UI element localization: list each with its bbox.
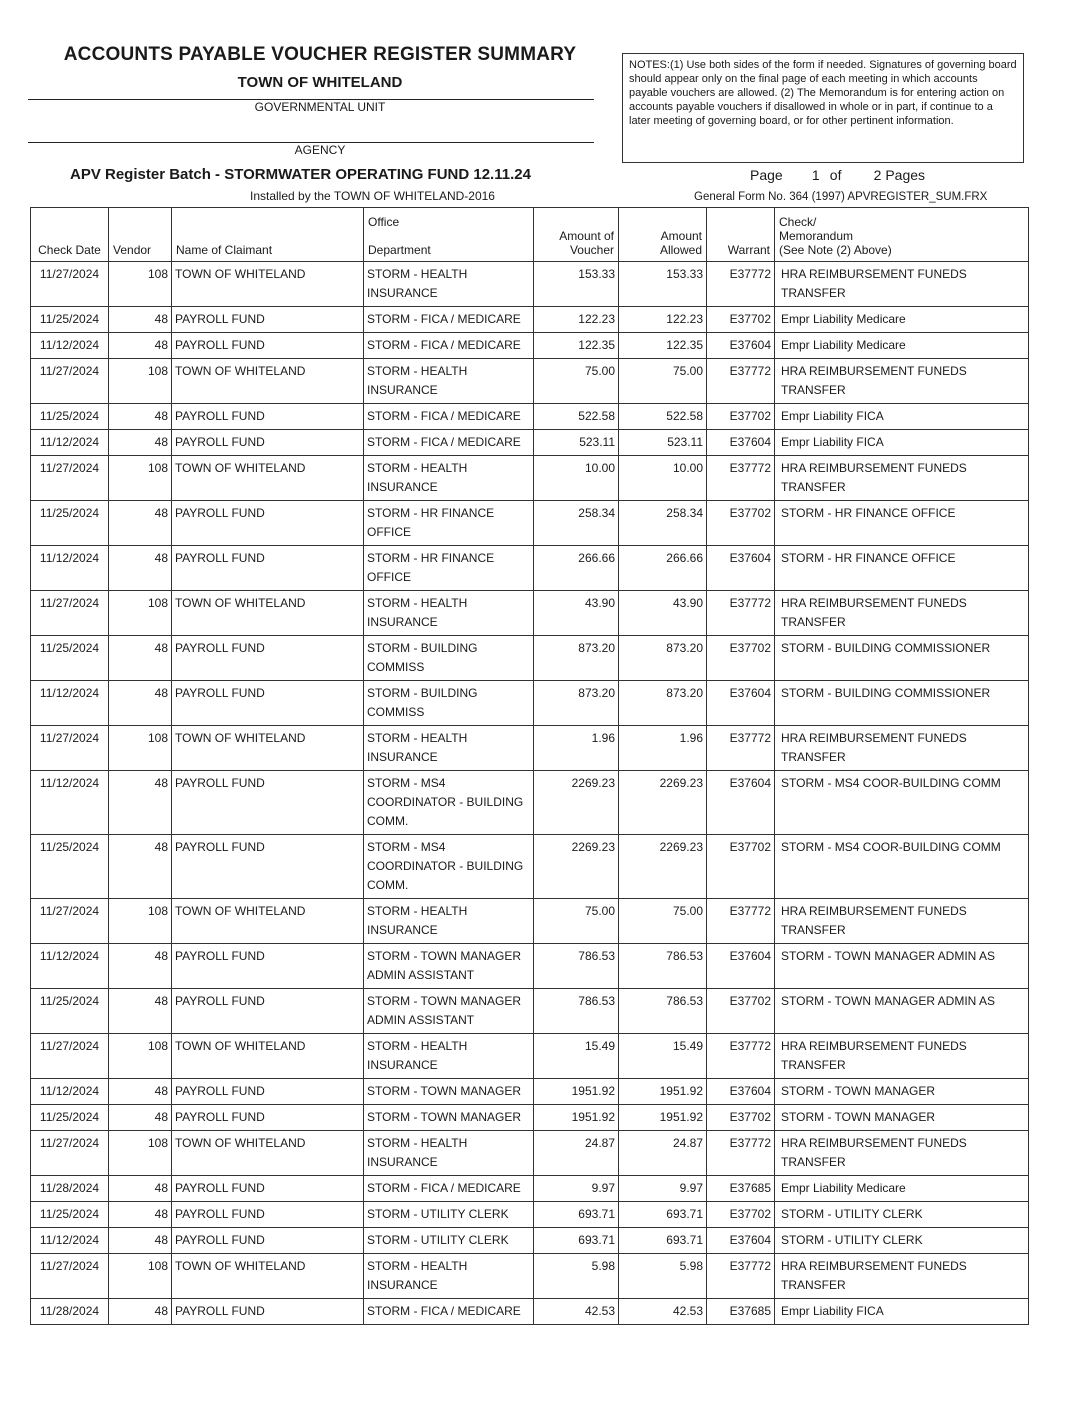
row-amount-voucher: 873.20 — [534, 636, 619, 681]
row-amount-allowed: 266.66 — [619, 546, 707, 591]
row-vendor: 48 — [109, 501, 172, 546]
table-row — [31, 1202, 1029, 1228]
row-department: STORM - TOWN MANAGER ADMIN ASSISTANT — [364, 944, 534, 989]
col-office-label: Office — [368, 215, 400, 229]
row-check-date: 11/25/2024 — [31, 636, 109, 681]
table-row — [31, 1228, 1029, 1254]
row-amount-allowed: 75.00 — [619, 899, 707, 944]
row-amount-voucher: 258.34 — [534, 501, 619, 546]
table-row — [31, 636, 1029, 681]
row-vendor: 108 — [109, 262, 172, 307]
row-amount-allowed: 522.58 — [619, 404, 707, 430]
row-check-date: 11/28/2024 — [31, 1299, 109, 1325]
row-amount-voucher: 5.98 — [534, 1254, 619, 1299]
row-check-date: 11/25/2024 — [31, 307, 109, 333]
row-claimant: TOWN OF WHITELAND — [172, 1034, 364, 1079]
row-vendor: 48 — [109, 546, 172, 591]
row-vendor: 48 — [109, 1176, 172, 1202]
row-amount-allowed: 42.53 — [619, 1299, 707, 1325]
row-department: STORM - TOWN MANAGER — [364, 1079, 534, 1105]
row-memorandum: STORM - MS4 COOR-BUILDING COMM — [775, 835, 1029, 899]
row-amount-voucher: 43.90 — [534, 591, 619, 636]
row-department: STORM - HEALTH INSURANCE — [364, 726, 534, 771]
page-indicator — [750, 167, 925, 183]
row-department: STORM - FICA / MEDICARE — [364, 1299, 534, 1325]
row-amount-allowed: 786.53 — [619, 989, 707, 1034]
row-vendor: 48 — [109, 430, 172, 456]
row-memorandum: HRA REIMBURSEMENT FUNEDS TRANSFER — [775, 1034, 1029, 1079]
row-department: STORM - MS4 COORDINATOR - BUILDING COMM. — [364, 771, 534, 835]
row-department: STORM - TOWN MANAGER — [364, 1105, 534, 1131]
row-memorandum: STORM - UTILITY CLERK — [775, 1202, 1029, 1228]
row-vendor: 48 — [109, 835, 172, 899]
row-claimant: TOWN OF WHITELAND — [172, 359, 364, 404]
row-vendor: 48 — [109, 636, 172, 681]
row-warrant: E37772 — [707, 591, 775, 636]
row-claimant: TOWN OF WHITELAND — [172, 591, 364, 636]
row-amount-voucher: 2269.23 — [534, 835, 619, 899]
form-number: General Form No. 364 (1997) APVREGISTER_SUM.FRX — [694, 191, 988, 203]
row-vendor: 48 — [109, 1079, 172, 1105]
row-check-date: 11/27/2024 — [31, 456, 109, 501]
row-claimant: PAYROLL FUND — [172, 1228, 364, 1254]
row-check-date: 11/27/2024 — [31, 591, 109, 636]
row-claimant: TOWN OF WHITELAND — [172, 1131, 364, 1176]
page-of-label: of — [829, 167, 842, 183]
page-label: Page — [750, 167, 783, 183]
row-check-date: 11/12/2024 — [31, 430, 109, 456]
row-claimant: TOWN OF WHITELAND — [172, 262, 364, 307]
table-row — [31, 899, 1029, 944]
row-claimant: PAYROLL FUND — [172, 430, 364, 456]
row-memorandum: STORM - TOWN MANAGER ADMIN AS — [775, 989, 1029, 1034]
row-check-date: 11/27/2024 — [31, 899, 109, 944]
row-claimant: PAYROLL FUND — [172, 1202, 364, 1228]
row-memorandum: Empr Liability Medicare — [775, 307, 1029, 333]
row-memorandum: STORM - TOWN MANAGER — [775, 1105, 1029, 1131]
row-department: STORM - UTILITY CLERK — [364, 1202, 534, 1228]
row-vendor: 108 — [109, 899, 172, 944]
row-amount-allowed: 693.71 — [619, 1228, 707, 1254]
row-check-date: 11/27/2024 — [31, 262, 109, 307]
row-claimant: PAYROLL FUND — [172, 989, 364, 1034]
row-warrant: E37702 — [707, 989, 775, 1034]
col-office-department — [364, 208, 534, 262]
row-amount-voucher: 153.33 — [534, 262, 619, 307]
row-amount-voucher: 523.11 — [534, 430, 619, 456]
row-department: STORM - TOWN MANAGER ADMIN ASSISTANT — [364, 989, 534, 1034]
row-claimant: PAYROLL FUND — [172, 944, 364, 989]
row-department: STORM - HEALTH INSURANCE — [364, 359, 534, 404]
row-amount-voucher: 786.53 — [534, 989, 619, 1034]
row-warrant: E37702 — [707, 501, 775, 546]
row-warrant: E37604 — [707, 771, 775, 835]
row-department: STORM - FICA / MEDICARE — [364, 404, 534, 430]
row-amount-voucher: 522.58 — [534, 404, 619, 430]
row-amount-voucher: 122.35 — [534, 333, 619, 359]
table-row — [31, 1105, 1029, 1131]
row-amount-voucher: 693.71 — [534, 1228, 619, 1254]
row-check-date: 11/25/2024 — [31, 501, 109, 546]
row-department: STORM - HEALTH INSURANCE — [364, 1131, 534, 1176]
row-vendor: 108 — [109, 1254, 172, 1299]
row-department: STORM - HEALTH INSURANCE — [364, 262, 534, 307]
table-row — [31, 262, 1029, 307]
row-claimant: PAYROLL FUND — [172, 333, 364, 359]
table-row — [31, 307, 1029, 333]
row-amount-allowed: 786.53 — [619, 944, 707, 989]
row-amount-voucher: 75.00 — [534, 359, 619, 404]
row-check-date: 11/25/2024 — [31, 989, 109, 1034]
batch-title: APV Register Batch - STORMWATER OPERATING FUND 12.11.24 — [70, 166, 531, 183]
row-amount-voucher: 1.96 — [534, 726, 619, 771]
row-claimant: PAYROLL FUND — [172, 1176, 364, 1202]
row-vendor: 108 — [109, 1131, 172, 1176]
row-claimant: PAYROLL FUND — [172, 1079, 364, 1105]
row-amount-allowed: 5.98 — [619, 1254, 707, 1299]
col-memo-note: (See Note (2) Above) — [779, 243, 892, 257]
row-vendor: 108 — [109, 359, 172, 404]
table-row — [31, 989, 1029, 1034]
row-claimant: TOWN OF WHITELAND — [172, 899, 364, 944]
row-vendor: 108 — [109, 1034, 172, 1079]
row-check-date: 11/12/2024 — [31, 546, 109, 591]
col-department-label: Department — [368, 243, 431, 257]
row-claimant: PAYROLL FUND — [172, 307, 364, 333]
row-check-date: 11/27/2024 — [31, 1034, 109, 1079]
row-vendor: 48 — [109, 1202, 172, 1228]
col-amount-voucher: Amount of Voucher — [534, 208, 619, 262]
voucher-register-table — [30, 207, 1029, 1325]
table-row — [31, 333, 1029, 359]
row-amount-allowed: 523.11 — [619, 430, 707, 456]
table-row — [31, 1034, 1029, 1079]
row-amount-voucher: 693.71 — [534, 1202, 619, 1228]
table-header-row — [31, 208, 1029, 262]
row-check-date: 11/28/2024 — [31, 1176, 109, 1202]
row-memorandum: Empr Liability FICA — [775, 1299, 1029, 1325]
row-warrant: E37604 — [707, 1079, 775, 1105]
row-claimant: PAYROLL FUND — [172, 501, 364, 546]
row-check-date: 11/27/2024 — [31, 726, 109, 771]
page-number: 1 — [811, 167, 820, 183]
row-memorandum: HRA REIMBURSEMENT FUNEDS TRANSFER — [775, 262, 1029, 307]
table-row — [31, 359, 1029, 404]
row-claimant: PAYROLL FUND — [172, 404, 364, 430]
row-memorandum: STORM - BUILDING COMMISSIONER — [775, 681, 1029, 726]
row-warrant: E37772 — [707, 1254, 775, 1299]
table-row — [31, 546, 1029, 591]
agency-label: AGENCY — [294, 143, 346, 157]
row-department: STORM - MS4 COORDINATOR - BUILDING COMM. — [364, 835, 534, 899]
row-amount-allowed: 122.35 — [619, 333, 707, 359]
row-memorandum: HRA REIMBURSEMENT FUNEDS TRANSFER — [775, 456, 1029, 501]
row-amount-allowed: 873.20 — [619, 681, 707, 726]
row-amount-allowed: 43.90 — [619, 591, 707, 636]
row-amount-voucher: 2269.23 — [534, 771, 619, 835]
row-warrant: E37772 — [707, 456, 775, 501]
row-amount-allowed: 1951.92 — [619, 1079, 707, 1105]
row-memorandum: STORM - TOWN MANAGER — [775, 1079, 1029, 1105]
row-warrant: E37604 — [707, 546, 775, 591]
table-row — [31, 501, 1029, 546]
row-warrant: E37702 — [707, 636, 775, 681]
row-amount-voucher: 1951.92 — [534, 1105, 619, 1131]
row-amount-voucher: 42.53 — [534, 1299, 619, 1325]
col-memorandum — [775, 208, 1029, 262]
row-memorandum: HRA REIMBURSEMENT FUNEDS TRANSFER — [775, 1131, 1029, 1176]
row-department: STORM - HEALTH INSURANCE — [364, 899, 534, 944]
table-row — [31, 430, 1029, 456]
row-check-date: 11/12/2024 — [31, 333, 109, 359]
row-amount-allowed: 75.00 — [619, 359, 707, 404]
row-claimant: PAYROLL FUND — [172, 1105, 364, 1131]
row-check-date: 11/12/2024 — [31, 681, 109, 726]
governmental-unit-label: GOVERNMENTAL UNIT — [254, 100, 386, 114]
row-claimant: PAYROLL FUND — [172, 1299, 364, 1325]
row-check-date: 11/27/2024 — [31, 359, 109, 404]
row-vendor: 108 — [109, 591, 172, 636]
row-claimant: TOWN OF WHITELAND — [172, 726, 364, 771]
row-warrant: E37772 — [707, 899, 775, 944]
row-department: STORM - BUILDING COMMISS — [364, 636, 534, 681]
row-memorandum: Empr Liability FICA — [775, 404, 1029, 430]
row-warrant: E37772 — [707, 1131, 775, 1176]
table-row — [31, 771, 1029, 835]
row-memorandum: STORM - BUILDING COMMISSIONER — [775, 636, 1029, 681]
row-warrant: E37772 — [707, 726, 775, 771]
row-check-date: 11/12/2024 — [31, 771, 109, 835]
row-warrant: E37604 — [707, 333, 775, 359]
row-vendor: 48 — [109, 1299, 172, 1325]
row-memorandum: Empr Liability Medicare — [775, 1176, 1029, 1202]
row-vendor: 48 — [109, 681, 172, 726]
row-amount-voucher: 24.87 — [534, 1131, 619, 1176]
row-check-date: 11/27/2024 — [31, 1131, 109, 1176]
row-check-date: 11/12/2024 — [31, 944, 109, 989]
row-warrant: E37604 — [707, 430, 775, 456]
row-check-date: 11/27/2024 — [31, 1254, 109, 1299]
row-warrant: E37702 — [707, 1105, 775, 1131]
table-row — [31, 591, 1029, 636]
row-warrant: E37772 — [707, 359, 775, 404]
row-memorandum: STORM - HR FINANCE OFFICE — [775, 501, 1029, 546]
row-claimant: PAYROLL FUND — [172, 546, 364, 591]
row-department: STORM - FICA / MEDICARE — [364, 430, 534, 456]
row-claimant: PAYROLL FUND — [172, 681, 364, 726]
row-vendor: 48 — [109, 1105, 172, 1131]
row-amount-allowed: 2269.23 — [619, 835, 707, 899]
row-claimant: TOWN OF WHITELAND — [172, 1254, 364, 1299]
row-vendor: 48 — [109, 404, 172, 430]
row-amount-allowed: 122.23 — [619, 307, 707, 333]
table-row — [31, 681, 1029, 726]
row-vendor: 48 — [109, 771, 172, 835]
table-row — [31, 1079, 1029, 1105]
row-amount-allowed: 153.33 — [619, 262, 707, 307]
row-department: STORM - BUILDING COMMISS — [364, 681, 534, 726]
row-vendor: 48 — [109, 989, 172, 1034]
row-amount-allowed: 9.97 — [619, 1176, 707, 1202]
table-row — [31, 404, 1029, 430]
row-vendor: 48 — [109, 307, 172, 333]
row-amount-allowed: 2269.23 — [619, 771, 707, 835]
row-department: STORM - HR FINANCE OFFICE — [364, 501, 534, 546]
row-check-date: 11/25/2024 — [31, 404, 109, 430]
row-check-date: 11/12/2024 — [31, 1079, 109, 1105]
row-department: STORM - FICA / MEDICARE — [364, 333, 534, 359]
row-amount-voucher: 266.66 — [534, 546, 619, 591]
row-department: STORM - UTILITY CLERK — [364, 1228, 534, 1254]
row-department: STORM - HEALTH INSURANCE — [364, 1254, 534, 1299]
row-vendor: 108 — [109, 726, 172, 771]
row-department: STORM - FICA / MEDICARE — [364, 307, 534, 333]
row-amount-allowed: 1.96 — [619, 726, 707, 771]
row-memorandum: HRA REIMBURSEMENT FUNEDS TRANSFER — [775, 359, 1029, 404]
row-memorandum: Empr Liability Medicare — [775, 333, 1029, 359]
row-warrant: E37702 — [707, 404, 775, 430]
row-amount-allowed: 693.71 — [619, 1202, 707, 1228]
table-row — [31, 1176, 1029, 1202]
row-amount-voucher: 75.00 — [534, 899, 619, 944]
row-memorandum: STORM - UTILITY CLERK — [775, 1228, 1029, 1254]
row-warrant: E37604 — [707, 1228, 775, 1254]
row-check-date: 11/25/2024 — [31, 835, 109, 899]
row-memorandum: HRA REIMBURSEMENT FUNEDS TRANSFER — [775, 1254, 1029, 1299]
row-amount-voucher: 122.23 — [534, 307, 619, 333]
table-row — [31, 944, 1029, 989]
row-vendor: 48 — [109, 944, 172, 989]
row-memorandum: STORM - MS4 COOR-BUILDING COMM — [775, 771, 1029, 835]
row-vendor: 108 — [109, 456, 172, 501]
row-amount-allowed: 873.20 — [619, 636, 707, 681]
document-title: ACCOUNTS PAYABLE VOUCHER REGISTER SUMMARY — [63, 44, 577, 65]
row-warrant: E37702 — [707, 1202, 775, 1228]
row-amount-voucher: 15.49 — [534, 1034, 619, 1079]
row-amount-allowed: 258.34 — [619, 501, 707, 546]
row-warrant: E37702 — [707, 307, 775, 333]
row-department: STORM - FICA / MEDICARE — [364, 1176, 534, 1202]
row-check-date: 11/25/2024 — [31, 1202, 109, 1228]
page-total: 2 Pages — [873, 167, 926, 183]
col-vendor: Vendor — [109, 208, 172, 262]
row-check-date: 11/25/2024 — [31, 1105, 109, 1131]
row-vendor: 48 — [109, 333, 172, 359]
row-vendor: 48 — [109, 1228, 172, 1254]
row-warrant: E37604 — [707, 681, 775, 726]
table-row — [31, 835, 1029, 899]
row-memorandum: HRA REIMBURSEMENT FUNEDS TRANSFER — [775, 591, 1029, 636]
table-row — [31, 1131, 1029, 1176]
row-memorandum: HRA REIMBURSEMENT FUNEDS TRANSFER — [775, 899, 1029, 944]
row-amount-voucher: 786.53 — [534, 944, 619, 989]
row-amount-voucher: 873.20 — [534, 681, 619, 726]
col-warrant: Warrant — [707, 208, 775, 262]
table-row — [31, 726, 1029, 771]
row-check-date: 11/12/2024 — [31, 1228, 109, 1254]
installed-by-note: Installed by the TOWN OF WHITELAND-2016 — [250, 189, 495, 203]
col-amount-allowed: Amount Allowed — [619, 208, 707, 262]
row-memorandum: Empr Liability FICA — [775, 430, 1029, 456]
table-row — [31, 1254, 1029, 1299]
row-department: STORM - HR FINANCE OFFICE — [364, 546, 534, 591]
row-memorandum: STORM - HR FINANCE OFFICE — [775, 546, 1029, 591]
notes-box: NOTES:(1) Use both sides of the form if needed. Signatures of governing board should appear only on the final page of each meeting in which accounts payable vouchers are allowed. (2) The Memorandum is for entering action on accounts payable vouchers if disallowed in whole or in part, if continue to a later meeting of governing board, or for other pertinent information. — [622, 53, 1024, 163]
row-memorandum: STORM - TOWN MANAGER ADMIN AS — [775, 944, 1029, 989]
row-amount-voucher: 10.00 — [534, 456, 619, 501]
col-check-date: Check Date — [31, 208, 109, 262]
row-memorandum: HRA REIMBURSEMENT FUNEDS TRANSFER — [775, 726, 1029, 771]
row-department: STORM - HEALTH INSURANCE — [364, 1034, 534, 1079]
row-warrant: E37772 — [707, 262, 775, 307]
row-amount-allowed: 10.00 — [619, 456, 707, 501]
table-row — [31, 456, 1029, 501]
row-amount-voucher: 1951.92 — [534, 1079, 619, 1105]
row-claimant: PAYROLL FUND — [172, 835, 364, 899]
row-warrant: E37685 — [707, 1299, 775, 1325]
row-warrant: E37772 — [707, 1034, 775, 1079]
table-row — [31, 1299, 1029, 1325]
row-department: STORM - HEALTH INSURANCE — [364, 456, 534, 501]
row-amount-voucher: 9.97 — [534, 1176, 619, 1202]
col-memo-label: Check/ Memorandum — [779, 215, 854, 243]
row-amount-allowed: 1951.92 — [619, 1105, 707, 1131]
col-claimant: Name of Claimant — [172, 208, 364, 262]
row-department: STORM - HEALTH INSURANCE — [364, 591, 534, 636]
row-claimant: TOWN OF WHITELAND — [172, 456, 364, 501]
row-warrant: E37685 — [707, 1176, 775, 1202]
row-claimant: PAYROLL FUND — [172, 636, 364, 681]
row-claimant: PAYROLL FUND — [172, 771, 364, 835]
row-warrant: E37604 — [707, 944, 775, 989]
row-warrant: E37702 — [707, 835, 775, 899]
governmental-unit-name: TOWN OF WHITELAND — [237, 74, 403, 91]
row-amount-allowed: 24.87 — [619, 1131, 707, 1176]
row-amount-allowed: 15.49 — [619, 1034, 707, 1079]
